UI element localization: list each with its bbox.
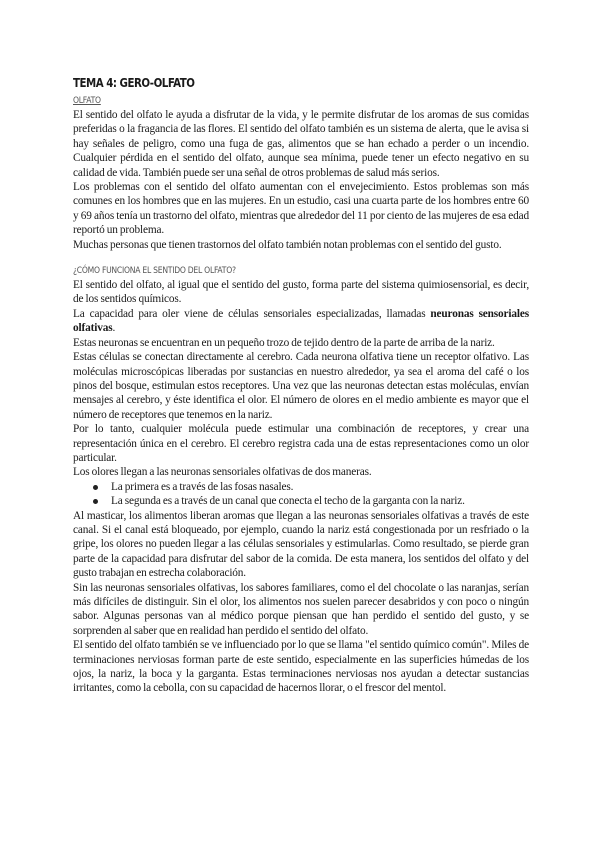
document-page <box>73 74 529 696</box>
paragraph: Los problemas con el sentido del olfato aumentan con el envejecimiento. Estos problemas son más comunes en los hombres que en las mujeres. En un estudio, casi una cuarta parte de los hombres entre 60 y 69 años tenía un trastorno del olfato, mientras que alrededor del 11 por ciento de las mujeres de esa edad reportó un problema. <box>73 181 529 237</box>
list-item-text: La primera es a través de las fosas nasales. <box>111 480 294 493</box>
paragraph: Estas células se conectan directamente al cerebro. Cada neurona olfativa tiene un receptor olfativo. Las moléculas microscópicas liberadas por sustancias en nuestro alrededor, ya sea el aroma del café o los pinos del bosque, estimulan estos receptores. Una vez que las neuronas detectan estas moléculas, envían mensajes al cerebro, y éste identifica el olor. El número de olores en el medio ambiente es mayor que el número de receptores que tenemos en la nariz. <box>73 351 529 421</box>
section-heading-como-funciona: ¿CÓMO FUNCIONA EL SENTIDO DEL OLFATO? <box>73 266 236 277</box>
paragraph: Sin las neuronas sensoriales olfativas, los sabores familiares, como el del chocolate o las naranjas, serían más difíciles de distinguir. Sin el olor, los alimentos nos suelen parecer desabridos y con poco o ningún sabor. Algunas personas van al médico porque piensan que han perdido el sentido del gusto, y se sorprenden al saber que en realidad han perdido el sentido del olfato. <box>73 581 529 637</box>
paragraph: Estas neuronas se encuentran en un pequeño trozo de tejido dentro de la parte de arriba de la nariz. <box>73 336 495 349</box>
bullet-icon <box>93 485 98 490</box>
bullet-icon <box>93 499 98 504</box>
paragraph: El sentido del olfato, al igual que el sentido del gusto, forma parte del sistema quimiosensorial, es decir, de los sentidos químicos. <box>73 279 529 306</box>
list-item-text: La segunda es a través de un canal que conecta el techo de la garganta con la nariz. <box>111 495 465 508</box>
paragraph <box>73 307 529 336</box>
paragraph: Al masticar, los alimentos liberan aromas que llegan a las neuronas sensoriales olfativas a través de este canal. Si el canal está bloqueado, por ejemplo, cuando la nariz está congestionada por un resfriado o la gripe, los olores no pueden llegar a las células sensoriales y estimularlas. Como resultado, se pierde gran parte de la capacidad para disfrutar del sabor de la comida. De esta manera, los sentidos del olfato y del gusto trabajan en estrecha colaboración. <box>73 509 529 580</box>
paragraph: El sentido del olfato le ayuda a disfrutar de la vida, y le permite disfrutar de los aromas de sus comidas preferidas o la fragancia de las flores. El sentido del olfato también es un sistema de alerta, que le avisa si hay señales de peligro, como una fuga de gas, alimentos que se han echado a perder o un incendio. Cualquier pérdida en el sentido del olfato, aunque sea mínima, puede tener un efecto negativo en su calidad de vida. También puede ser una señal de otros problemas de salud más serios. <box>73 109 529 179</box>
paragraph-end: . <box>112 322 116 335</box>
paragraph: Muchas personas que tienen trastornos del olfato también notan problemas con el sentido del gusto. <box>73 238 502 251</box>
paragraph: El sentido del olfato también se ve influenciado por lo que se llama "el sentido químico común". Miles de terminaciones nerviosas forman parte de este sentido, especialmente en las superficies húmedas de los ojos, la nariz, la boca y la garganta. Estas terminaciones nerviosas nos ayudan a detectar sustancias irritantes, como la cebolla, con su capacidad de hacernos llorar, o el frescor del mentol. <box>73 639 529 695</box>
list-item <box>93 494 529 508</box>
bullet-list <box>73 480 529 509</box>
list-item <box>93 480 529 494</box>
document-title: TEMA 4: GERO-OLFATO <box>73 75 195 90</box>
bold-term: neuronas sensoriales olfativas <box>73 307 530 335</box>
paragraph: Los olores llegan a las neuronas sensoriales olfativas de dos maneras. <box>73 466 372 479</box>
section-heading-olfato: OLFATO <box>73 96 101 106</box>
paragraph: Por lo tanto, cualquier molécula puede estimular una combinación de receptores, y crear una representación única en el cerebro. El cerebro registra cada una de estas representaciones como un olor particular. <box>73 423 529 464</box>
paragraph-text: La capacidad para oler viene de células sensoriales especializadas, llamadas <box>73 307 431 320</box>
